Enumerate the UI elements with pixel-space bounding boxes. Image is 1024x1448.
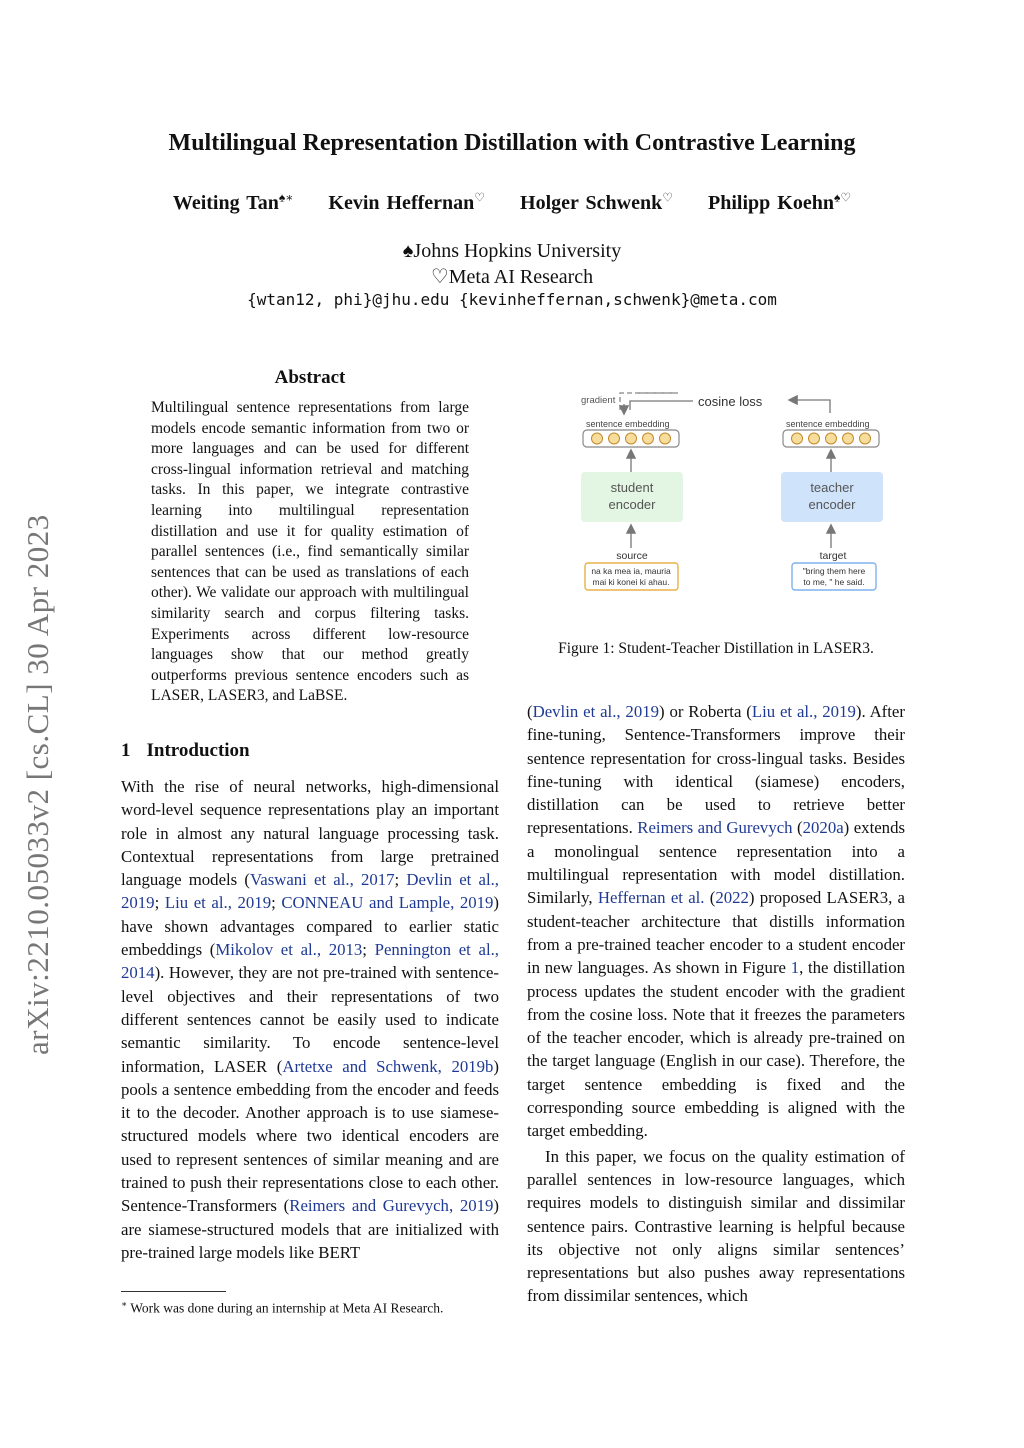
author-4: Philipp Koehn♠♡ xyxy=(708,190,852,214)
citation-link[interactable]: Reimers and Gurevych, 2019 xyxy=(289,1196,494,1216)
embedding-dot xyxy=(809,433,820,444)
figure-1-diagram xyxy=(575,388,905,598)
author-3: Holger Schwenk♡ xyxy=(520,190,673,214)
target-label: target xyxy=(819,550,847,562)
paragraph-text: ) have shown advantages compared to earlier static embeddings ( xyxy=(121,893,500,960)
embedding-dot xyxy=(592,433,603,444)
loss-to-teacher-arrow xyxy=(790,400,830,413)
abstract-text: Multilingual sentence representations from large models encode semantic information from two or more languages and can be used for different cross-lingual information retrieval and matching tasks. In this paper, we integrate contrastive learning into multilingual representation distillation and use it for quality estimation of parallel sentences (i.e., find semantically similar sentences that can be used as translations of each other). We validate our approach with multilingual similarity search and corpus filtering tasks. Experiments across different low-resource languages show that our method greatly outperforms previous sentence encoders such as LASER, LASER3, and LaBSE. xyxy=(151,399,469,705)
paragraph-text: ; xyxy=(271,893,282,913)
abstract-heading: Abstract xyxy=(274,367,346,388)
student-embedding-label: sentence embedding xyxy=(586,419,670,429)
loss-to-student-arrow xyxy=(630,401,693,410)
author-1: Weiting Tan♠∗ xyxy=(172,190,294,214)
embedding-dot xyxy=(860,433,871,444)
paragraph-text: ) pools a sentence embedding from the encoder and feeds it to the decoder. Another approach is to use siamese-structured models where two identical encoders are used to represent sentences of similar meaning and are trained to push their representations close to each other. Sentence-Transformers ( xyxy=(121,1056,499,1216)
citation-link[interactable]: 1 xyxy=(790,958,800,978)
paragraph-text: ). After fine-tuning, Sentence-Transformers improve their sentence representation for cross-lingual tasks. Besides fine-tuning with identical (siamese) encoders, distillation can be used to retrieve better representations. xyxy=(527,702,905,838)
intro-column-2 xyxy=(527,700,905,1308)
paragraph-text: ( xyxy=(704,888,716,908)
paper-title: Multilingual Representation Distillation with Contrastive Learning xyxy=(168,130,856,156)
citation-link[interactable]: Liu et al., 2019 xyxy=(164,893,272,913)
embedding-dot xyxy=(792,433,803,444)
student-encoder-label-1: student xyxy=(610,480,654,495)
paragraph-text: ; xyxy=(154,893,165,913)
embedding-dot xyxy=(626,433,637,444)
affiliation-jhu: ♠Johns Hopkins University xyxy=(402,240,622,262)
target-sentence-line-2: to me, " he said. xyxy=(803,577,865,587)
citation-link[interactable]: 2022 xyxy=(715,888,749,908)
paragraph-text: ; xyxy=(394,870,407,890)
intro-paragraph-2 xyxy=(527,700,905,1143)
citation-link[interactable]: Vaswani et al., 2017 xyxy=(249,870,395,890)
paragraph-text: ( xyxy=(792,818,803,838)
teacher-encoder-label-1: teacher xyxy=(810,480,854,495)
embedding-dot xyxy=(826,433,837,444)
paragraph-text: ; xyxy=(362,940,375,960)
figure-1-caption: Figure 1: Student-Teacher Distillation in LASER3. xyxy=(558,640,874,657)
cosine-loss-label: cosine loss xyxy=(698,394,763,409)
paragraph-text: ) extends a monolingual sentence representation into a multilingual representation with model distillation. Similarly, xyxy=(527,818,905,908)
affiliation-meta: ♡Meta AI Research xyxy=(430,266,594,288)
paragraph-text: ( xyxy=(527,702,533,721)
source-label: source xyxy=(616,550,648,562)
paragraph-text: With the rise of neural networks, high-dimensional word-level sequence representations play an important role in almost any natural language processing task. Contextual representations from large pretrained language models ( xyxy=(121,777,499,890)
paragraph-text: ) are siamese-structured models that are initialized with pre-trained large models like BERT xyxy=(121,1196,499,1262)
citation-link[interactable]: Pennington et al., 2014 xyxy=(121,940,499,983)
paragraph-text: , the distillation process updates the student encoder with the gradient from the cosine loss. Note that it freezes the parameters of the teacher encoder, which is already pre-trained on the target language (English in our case). Therefore, the target sentence embedding is fixed and the corresponding source embedding is aligned with the target embedding. xyxy=(527,958,905,1141)
student-encoder-label-2: encoder xyxy=(608,497,656,512)
footnote-rule xyxy=(121,1291,226,1292)
author-emails: {wtan12, phi}@jhu.edu {kevinheffernan,schwenk}@meta.com xyxy=(247,290,777,309)
citation-link[interactable]: Liu et al., 2019 xyxy=(751,702,856,721)
author-2: Kevin Heffernan♡ xyxy=(328,190,486,214)
citation-link[interactable]: Devlin et al., 2019 xyxy=(121,870,500,913)
citation-link[interactable]: 2020a xyxy=(802,818,844,838)
author-list xyxy=(0,190,1024,215)
paragraph-text: ) or Roberta ( xyxy=(659,702,752,721)
teacher-embedding-label: sentence embedding xyxy=(786,419,870,429)
paragraph-text: ). However, they are not pre-trained with sentence-level objectives and their representations of two different sentences cannot be easily used to indicate semantic similarity. To encode sentence-level information, LASER ( xyxy=(121,963,499,1076)
section-heading-introduction: 1 Introduction xyxy=(121,740,250,761)
citation-link[interactable]: Mikolov et al., 2013 xyxy=(215,940,363,960)
footnote: ∗ Work was done during an internship at Meta AI Research. xyxy=(121,1299,444,1316)
target-sentence-line-1: "bring them here xyxy=(802,566,866,576)
source-sentence-line-1: na ka mea ia, mauria xyxy=(591,566,671,576)
paragraph-text: ) proposed LASER3, a student-teacher architecture that distills information from a pre-trained teacher encoder to a student encoder in new languages. As shown in Figure xyxy=(527,888,906,978)
source-sentence-line-2: mai ki konei ki ahau. xyxy=(592,577,670,587)
embedding-dot xyxy=(843,433,854,444)
intro-paragraph-3: In this paper, we focus on the quality estimation of parallel sentences in low-resource languages, which requires models to distinguish similar and dissimilar sentence pairs. Contrastive learning is helpful because its objective not only aligns similar sentences’ representations but also pushes away representations from dissimilar sentences, which xyxy=(527,1146,905,1306)
intro-column-1 xyxy=(121,775,499,1264)
citation-link[interactable]: Devlin et al., 2019 xyxy=(532,702,659,721)
teacher-encoder-label-2: encoder xyxy=(808,497,856,512)
citation-link[interactable]: Artetxe and Schwenk, 2019b xyxy=(282,1056,494,1076)
embedding-dot xyxy=(643,433,654,444)
citation-link[interactable]: CONNEAU and Lample, 2019 xyxy=(281,893,494,913)
embedding-dot xyxy=(660,433,671,444)
embedding-dot xyxy=(609,433,620,444)
citation-link[interactable]: Heffernan et al. xyxy=(597,888,705,908)
citation-link[interactable]: Reimers and Gurevych xyxy=(637,818,793,838)
arxiv-identifier: arXiv:2210.05033v2 [cs.CL] 30 Apr 2023 xyxy=(20,514,55,1055)
gradient-label: gradient xyxy=(581,395,616,406)
